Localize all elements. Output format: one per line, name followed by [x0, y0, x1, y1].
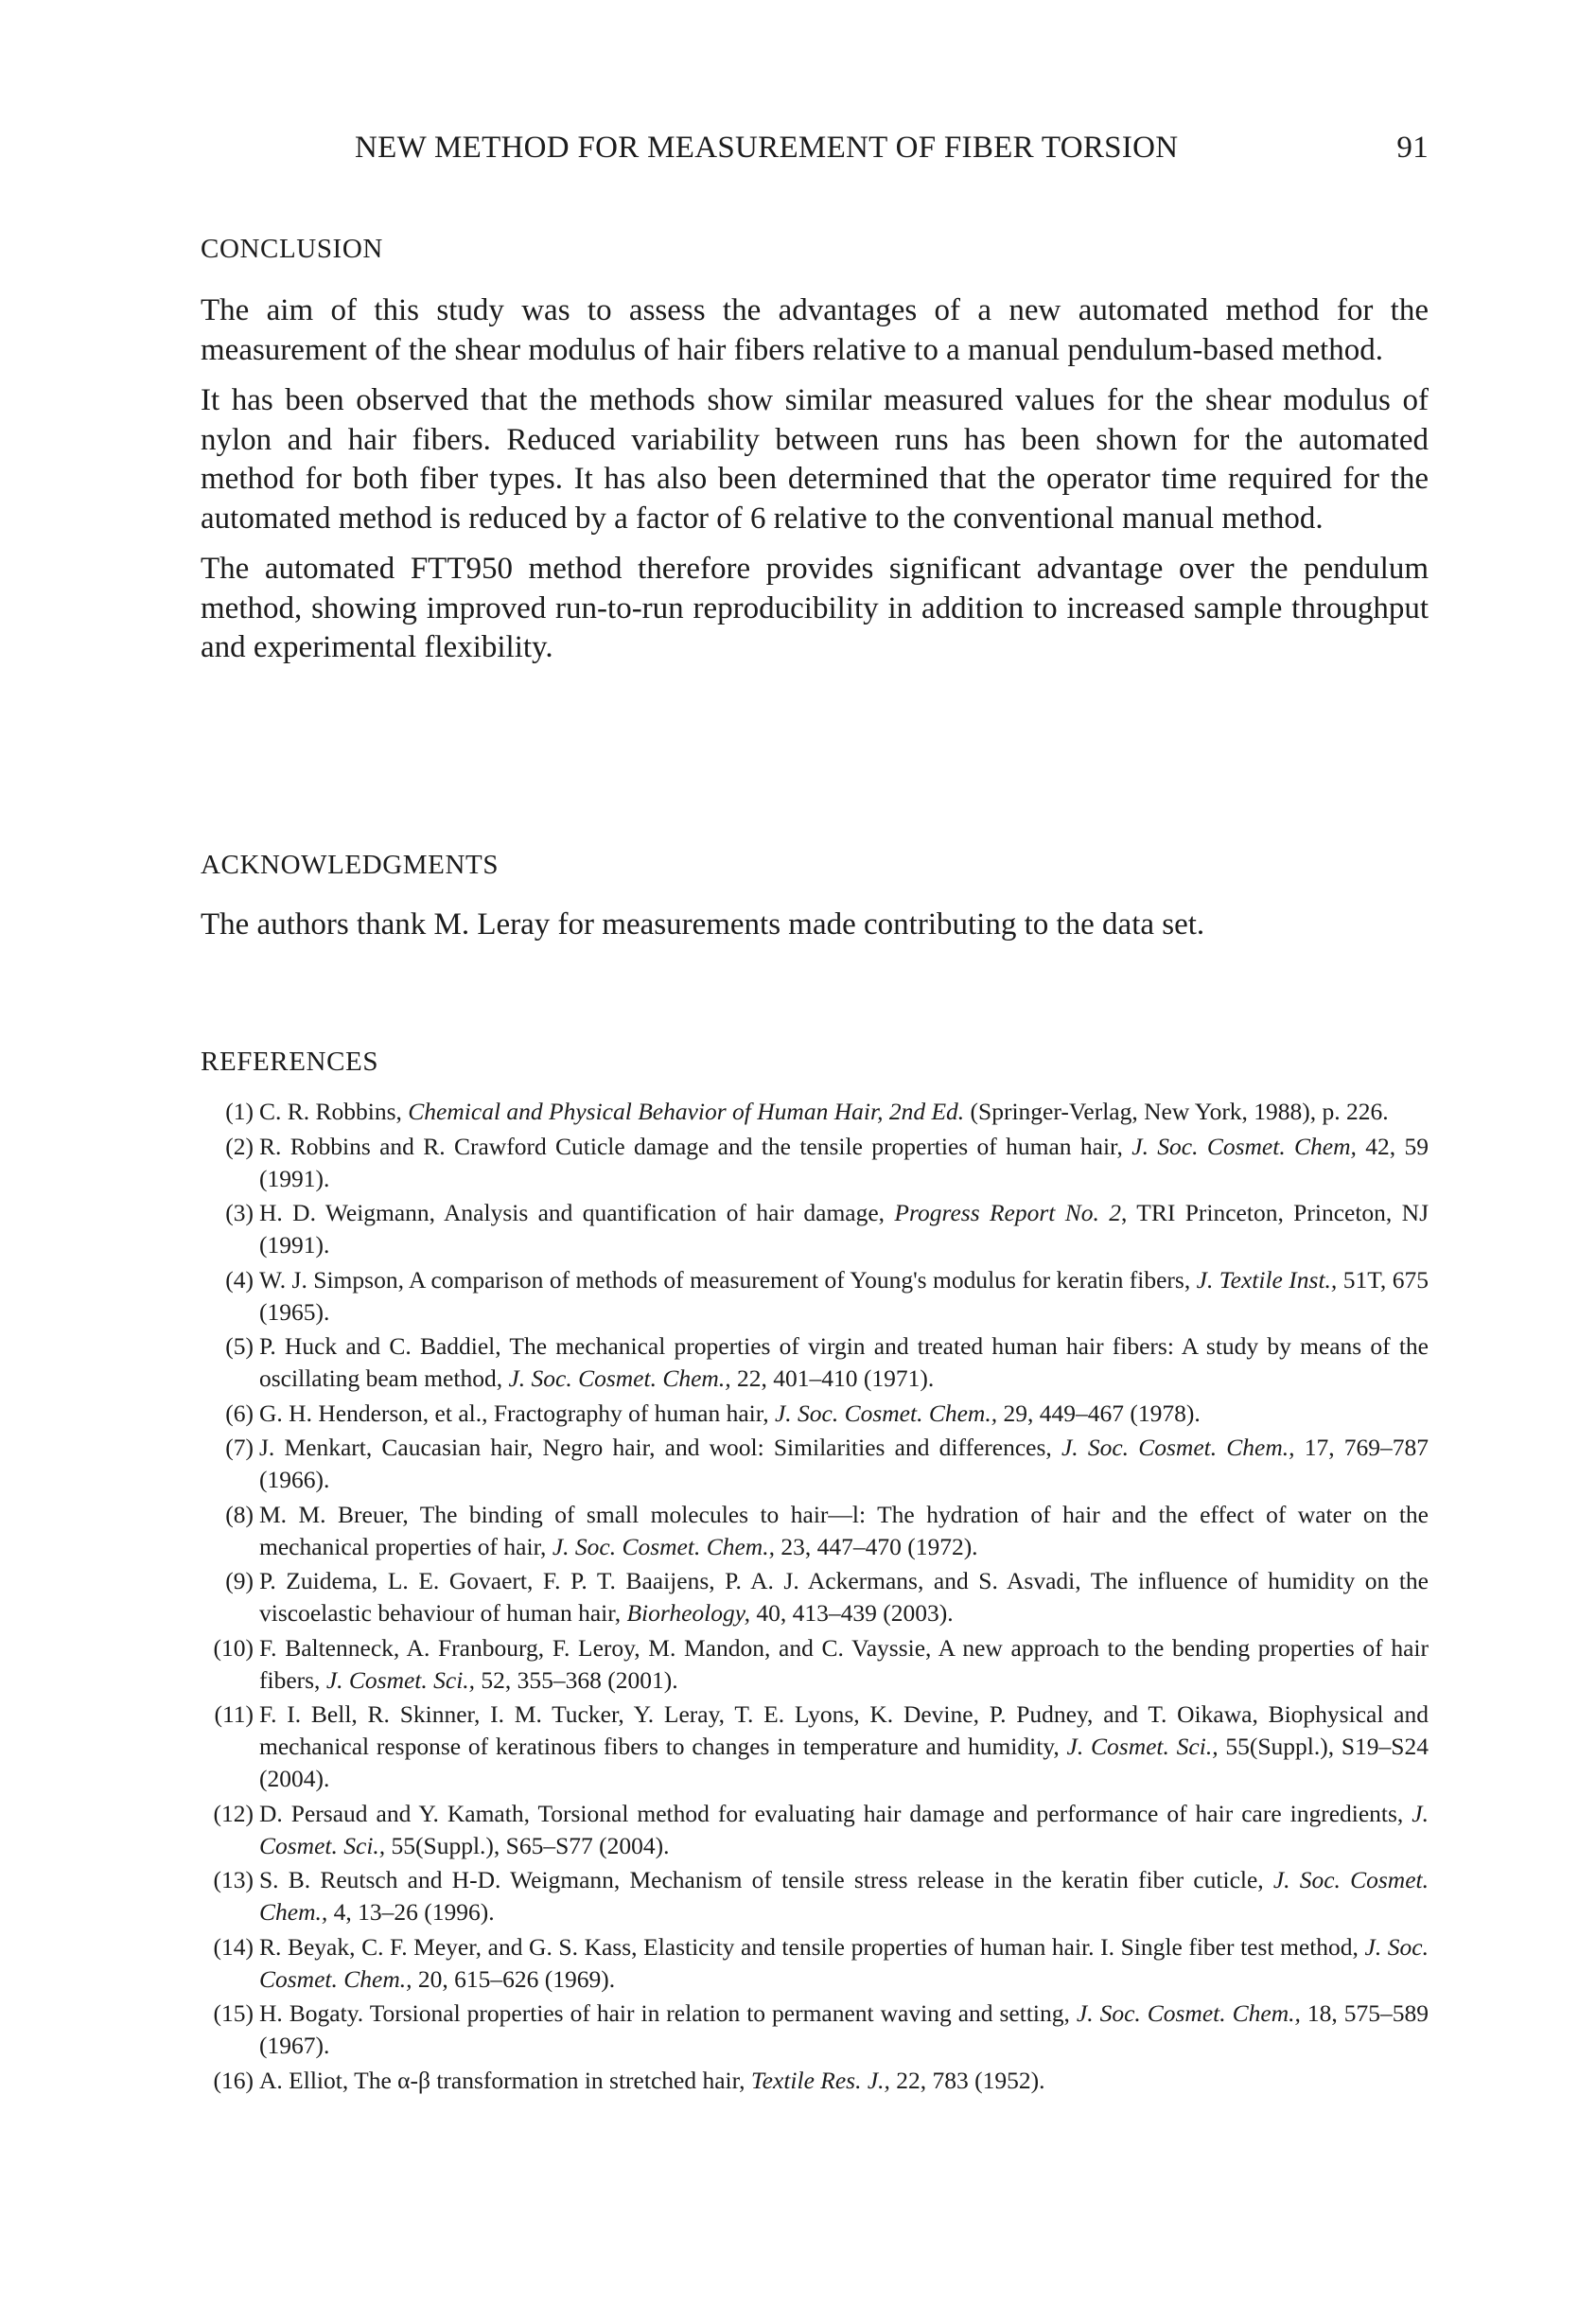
running-head	[201, 131, 1429, 172]
reference-number: (16)	[213, 2066, 254, 2094]
reference-details: 42, 59 (1991).	[259, 1132, 1429, 1192]
reference-number: (10)	[213, 1633, 254, 1662]
references-heading: REFERENCES	[201, 1047, 379, 1077]
conclusion-body	[201, 291, 1429, 679]
reference-number: (14)	[213, 1932, 254, 1961]
conclusion-paragraph: It has been observed that the methods show similar measured values for the shear modulus of nylon and hair fibers. Reduced variability between runs has been shown for the automated method for both fiber types. It has also been determined that the operator time required for the automated method is reduced by a factor of 6 relative to the conventional manual method.	[201, 383, 1429, 536]
reference-text	[259, 1131, 1429, 1195]
reference-details: 29, 449–467 (1978).	[997, 1399, 1201, 1427]
reference-source: Chemical and Physical Behavior of Human Hair, 2nd Ed.	[408, 1098, 965, 1125]
reference-number: (11)	[214, 1700, 254, 1728]
reference-text	[259, 1565, 1429, 1629]
reference-text	[259, 1499, 1429, 1563]
reference-number: (1)	[225, 1098, 254, 1125]
reference-details: 17, 769–787 (1966).	[259, 1434, 1429, 1493]
reference-authors-title: H. Bogaty. Torsional properties of hair in relation to permanent waving and setting,	[259, 1999, 1077, 2027]
reference-source: J. Soc. Cosmet. Chem.,	[259, 1932, 1429, 1993]
reference-source: Textile Res. J.,	[750, 2066, 890, 2094]
reference-text	[259, 2065, 1429, 2097]
reference-number: (6)	[225, 1399, 254, 1427]
reference-number: (15)	[213, 1999, 254, 2027]
reference-details: , TRI Princeton, Princeton, NJ (1991).	[259, 1199, 1429, 1259]
reference-source: Biorheology,	[626, 1599, 751, 1627]
reference-number: (3)	[225, 1199, 254, 1226]
reference-text	[259, 1931, 1429, 1996]
conclusion-heading: CONCLUSION	[201, 234, 383, 264]
reference-item	[201, 1699, 1429, 1795]
acknowledgments-heading: ACKNOWLEDGMENTS	[201, 850, 500, 880]
running-title: NEW METHOD FOR MEASUREMENT OF FIBER TORSION	[355, 131, 1179, 165]
reference-number: (5)	[225, 1332, 254, 1360]
reference-source: J. Soc. Cosmet. Chem.,	[1061, 1434, 1295, 1461]
reference-source: Progress Report No. 2	[894, 1199, 1121, 1226]
reference-authors-title: A. Elliot, The α-β transformation in stretched hair,	[259, 2066, 751, 2094]
reference-text	[259, 1632, 1429, 1697]
reference-authors-title: S. B. Reutsch and H-D. Weigmann, Mechanism of tensile stress release in the keratin fiber cuticle,	[259, 1866, 1273, 1893]
reference-source: J. Soc. Cosmet. Chem.,	[1076, 1999, 1301, 2027]
reference-item	[201, 1197, 1429, 1261]
reference-details: 51T, 675 (1965).	[259, 1265, 1429, 1326]
reference-source: J. Soc. Cosmet. Chem.,	[508, 1364, 731, 1392]
reference-item	[201, 1264, 1429, 1329]
page-number: 91	[1396, 131, 1429, 165]
reference-authors-title: G. H. Henderson, et al., Fractography of human hair,	[259, 1399, 775, 1427]
reference-details: 23, 447–470 (1972).	[774, 1532, 978, 1560]
reference-text	[259, 1798, 1429, 1862]
reference-details: 55(Suppl.), S19–S24 (2004).	[259, 1733, 1429, 1792]
reference-text	[259, 1330, 1429, 1395]
reference-number: (13)	[213, 1866, 254, 1893]
reference-details: (Springer-Verlag, New York, 1988), p. 226.	[964, 1098, 1389, 1125]
reference-authors-title: R. Beyak, C. F. Meyer, and G. S. Kass, Elasticity and tensile properties of human hair. I. Single fiber test method,	[259, 1932, 1365, 1961]
conclusion-paragraph: The aim of this study was to assess the advantages of a new automated method for the measurement of the shear modulus of hair fibers relative to a manual pendulum-based method.	[201, 293, 1429, 367]
reference-item	[201, 1798, 1429, 1862]
reference-number: (8)	[225, 1500, 254, 1528]
reference-authors-title: H. D. Weigmann, Analysis and quantification of hair damage,	[259, 1199, 895, 1226]
reference-authors-title: J. Menkart, Caucasian hair, Negro hair, and wool: Similarities and differences,	[259, 1434, 1061, 1461]
reference-source: J. Cosmet. Sci.,	[259, 1799, 1429, 1859]
reference-number: (2)	[225, 1132, 254, 1160]
reference-details: 22, 783 (1952).	[889, 2066, 1045, 2094]
reference-number: (12)	[213, 1799, 254, 1827]
reference-item	[201, 1330, 1429, 1395]
reference-item	[201, 1998, 1429, 2062]
reference-authors-title: F. Baltenneck, A. Franbourg, F. Leroy, M. Mandon, and C. Vayssie, A new approach to the bending properties of hair fibers,	[259, 1633, 1429, 1694]
conclusion-paragraph: The automated FTT950 method therefore provides significant advantage over the pendulum method, showing improved run-to-run reproducibility in addition to increased sample throughput and experimental flexibility.	[201, 552, 1429, 664]
reference-text	[259, 1264, 1429, 1329]
reference-authors-title: P. Zuidema, L. E. Govaert, F. P. T. Baaijens, P. A. J. Ackermans, and S. Asvadi, The influence of humidity on the viscoelastic behaviour of human hair,	[259, 1567, 1429, 1627]
reference-text	[259, 1197, 1429, 1261]
reference-source: J. Soc. Cosmet. Chem.,	[259, 1866, 1429, 1926]
reference-details: 18, 575–589 (1967).	[259, 1999, 1429, 2059]
reference-details: 20, 615–626 (1969).	[412, 1964, 616, 1993]
acknowledgments-text: The authors thank M. Leray for measurements made contributing to the data set.	[201, 907, 1205, 942]
reference-authors-title: C. R. Robbins,	[259, 1098, 409, 1125]
reference-item	[201, 1864, 1429, 1928]
reference-item	[201, 1096, 1429, 1128]
reference-item	[201, 1131, 1429, 1195]
reference-source: J. Cosmet. Sci.,	[1066, 1733, 1219, 1760]
reference-item	[201, 1931, 1429, 1996]
reference-source: J. Soc. Cosmet. Chem.,	[774, 1399, 998, 1427]
reference-authors-title: D. Persaud and Y. Kamath, Torsional method for evaluating hair damage and performance of hair care ingredients,	[259, 1799, 1412, 1827]
reference-item	[201, 1565, 1429, 1629]
reference-number: (7)	[225, 1434, 254, 1461]
reference-number: (4)	[225, 1265, 254, 1294]
reference-authors-title: M. M. Breuer, The binding of small molecules to hair—l: The hydration of hair and the effect of water on the mechanical properties of hair,	[259, 1500, 1429, 1560]
reference-item	[201, 1398, 1429, 1430]
reference-authors-title: P. Huck and C. Baddiel, The mechanical properties of virgin and treated human hair fibers: A study by means of the oscillating beam method,	[259, 1332, 1429, 1392]
reference-source: J. Soc. Cosmet. Chem,	[1131, 1132, 1357, 1160]
reference-text	[259, 1432, 1429, 1496]
reference-text	[259, 1699, 1429, 1795]
reference-item	[201, 2065, 1429, 2097]
reference-text	[259, 1398, 1429, 1430]
reference-details: 55(Suppl.), S65–S77 (2004).	[385, 1831, 670, 1859]
reference-authors-title: W. J. Simpson, A comparison of methods of measurement of Young's modulus for keratin fibers,	[259, 1265, 1197, 1294]
reference-details: 52, 355–368 (2001).	[475, 1665, 678, 1694]
reference-source: J. Textile Inst.,	[1196, 1265, 1338, 1294]
reference-authors-title: R. Robbins and R. Crawford Cuticle damage and the tensile properties of human hair,	[259, 1132, 1132, 1160]
acknowledgments-body	[201, 906, 1429, 957]
reference-authors-title: F. I. Bell, R. Skinner, I. M. Tucker, Y. Leray, T. E. Lyons, K. Devine, P. Pudney, and T. Oikawa, Biophysical and mechanical response of keratinous fibers to changes in temperature and humidity,	[259, 1700, 1429, 1760]
reference-item	[201, 1432, 1429, 1496]
reference-item	[201, 1499, 1429, 1563]
reference-details: 22, 401–410 (1971).	[730, 1364, 935, 1392]
reference-source: J. Cosmet. Sci.,	[325, 1665, 476, 1694]
reference-number: (9)	[225, 1567, 254, 1594]
reference-text	[259, 1864, 1429, 1928]
page	[201, 0, 1429, 2306]
reference-text	[259, 1096, 1429, 1128]
reference-list	[201, 1096, 1429, 2099]
reference-item	[201, 1632, 1429, 1697]
reference-details: 4, 13–26 (1996).	[327, 1898, 495, 1926]
reference-text	[259, 1998, 1429, 2062]
reference-details: 40, 413–439 (2003).	[750, 1599, 954, 1627]
reference-source: J. Soc. Cosmet. Chem.,	[552, 1532, 775, 1560]
